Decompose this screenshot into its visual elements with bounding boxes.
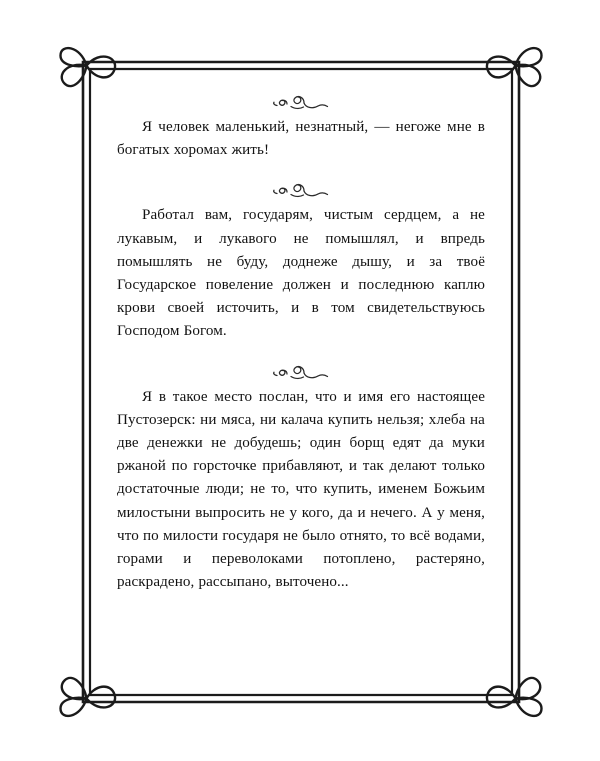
swirl-flourish-divider xyxy=(117,92,485,114)
text-block-2 xyxy=(117,180,485,343)
corner-ornament-top-left xyxy=(61,48,116,86)
text-block-1 xyxy=(117,92,485,162)
paragraph-text: Работал вам, государям, чистым сердцем, а не лукавым, и лукавого не помышлял, и впредь помышлять не буду, доднеже дышу, и за твоё Государское повеление должен и последнюю каплю крови своей источить, и в том свидетельствуюсь Господом Богом. xyxy=(117,207,485,340)
paragraph-text: Я человек маленький, незнатный, — негоже мне в богатых хоромах жить! xyxy=(117,119,485,159)
text-column xyxy=(117,92,485,594)
paragraph-text: Я в такое место послан, что и имя его настоящее Пустозерск: ни мяса, ни калача купить нельзя; хлеба на две денежки не добудешь; один борщ едят да муки ржаной по горсточке прибавляют, и так делают только достаточные люди; не то, что купить, именем Божьим милостыни выпросить не у кого, да и нечего. А у меня, что по милости государя не было отнято, то всё водами, горами и переволоками потоплено, растеряно, раскрадено, рассыпано, выточено... xyxy=(117,388,485,591)
text-block-3 xyxy=(117,362,485,595)
swirl-flourish-divider xyxy=(117,180,485,202)
corner-ornament-bottom-right xyxy=(487,678,542,716)
swirl-flourish-divider xyxy=(117,362,485,384)
corner-ornament-top-right xyxy=(487,48,542,86)
corner-ornament-bottom-left xyxy=(61,678,116,716)
